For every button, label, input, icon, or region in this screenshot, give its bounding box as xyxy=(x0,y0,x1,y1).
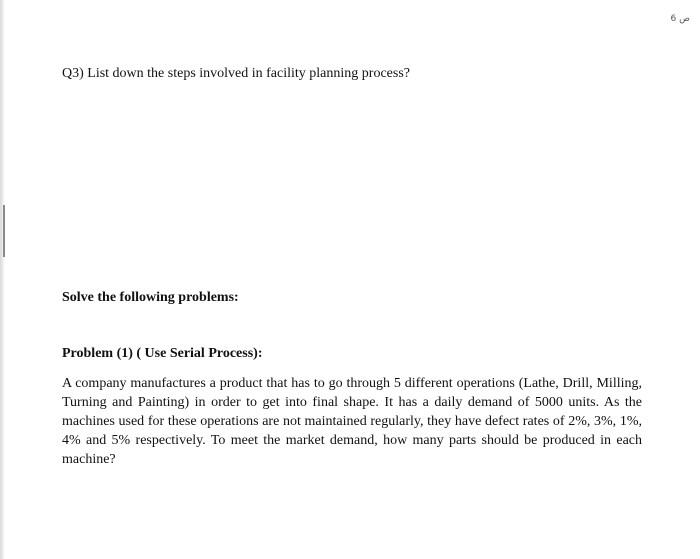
page-number: 6 ص xyxy=(670,14,690,24)
problem-1-body: A company manufactures a product that has to go through 5 different operations (Lathe, Drill, Milling, Turning and Painting) in order to get into final shape. It has a daily demand of 5000 units. As the machines used for these operations are not maintained regularly, they have defect rates of 2%, 3%, 1%, 4% and 5% respectively. To meet the market demand, how many parts should be produced in each machine? xyxy=(62,376,642,467)
page-margin-marker xyxy=(3,205,5,257)
section-heading: Solve the following problems: xyxy=(62,290,239,305)
problem-1-title: Problem (1) ( Use Serial Process): xyxy=(62,346,263,361)
question-3: Q3) List down the steps involved in facility planning process? xyxy=(62,66,410,81)
page-left-edge xyxy=(0,0,4,559)
